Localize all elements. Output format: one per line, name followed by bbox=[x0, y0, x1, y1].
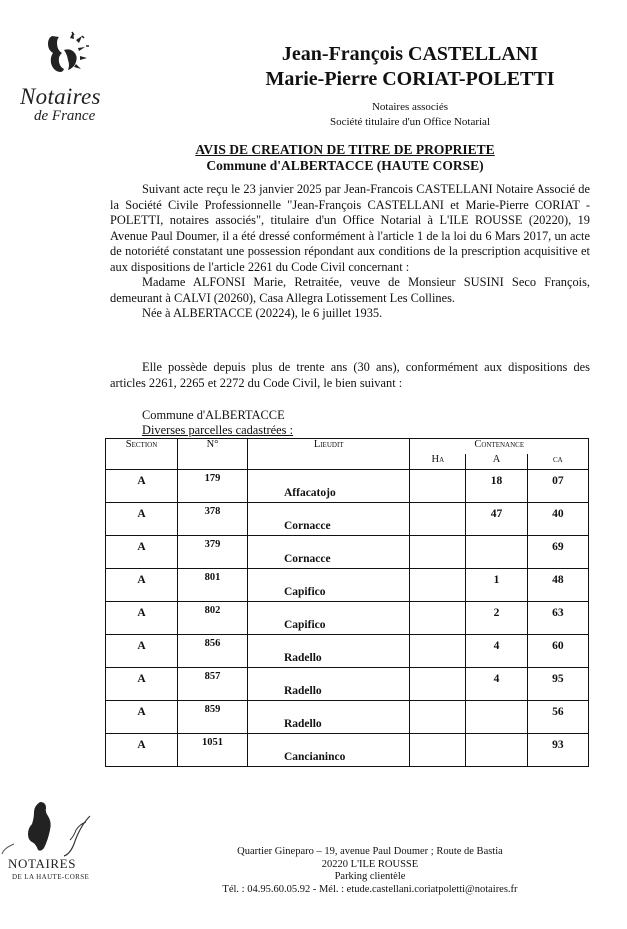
cell-a bbox=[466, 536, 527, 569]
cell-ca-text: 07 bbox=[552, 475, 564, 487]
notary-subtitle bbox=[240, 100, 580, 130]
paragraph-beneficiary: Madame ALFONSI Marie, Retraitée, veuve de Monsieur SUSINI Seco François, demeurant à CALVI (20260), Casa Allegra Lotissement Les Collines. bbox=[110, 275, 590, 305]
cell-ha-text bbox=[410, 635, 465, 640]
cell-section bbox=[106, 470, 178, 503]
header-section: Section bbox=[106, 439, 178, 470]
cell-lieudit bbox=[247, 668, 409, 701]
cell-ha-text bbox=[410, 536, 465, 541]
paragraph-possession-text: Elle possède depuis plus de trente ans (30 ans), conformément aux dispositions des articles 2261, 2265 et 2272 du Code Civil, le bien suivant : bbox=[110, 360, 590, 390]
cell-num bbox=[178, 635, 248, 668]
cell-section bbox=[106, 701, 178, 734]
cell-ca-text: 48 bbox=[552, 574, 564, 586]
cell-ha-text bbox=[410, 503, 465, 508]
cell-a bbox=[466, 701, 527, 734]
cell-ha bbox=[410, 701, 466, 734]
notary-assoc-line: Notaires associés bbox=[371, 101, 449, 113]
header-lieudit: Lieudit bbox=[247, 439, 409, 470]
cell-section bbox=[106, 569, 178, 602]
notary-name-1: Jean-François CASTELLANI bbox=[281, 43, 539, 65]
cell-ca-text: 60 bbox=[552, 640, 564, 652]
cell-section-text: A bbox=[137, 739, 146, 751]
cell-a-text: 47 bbox=[490, 508, 503, 520]
cell-num-text: 857 bbox=[204, 671, 221, 682]
notaires-de-france-logo bbox=[14, 28, 134, 128]
cell-ha bbox=[410, 503, 466, 536]
cell-num-text: 378 bbox=[204, 506, 221, 517]
cell-ca bbox=[527, 602, 588, 635]
cell-a bbox=[466, 503, 527, 536]
cell-a-text bbox=[466, 734, 526, 739]
cell-ha-text bbox=[410, 569, 465, 574]
cell-a bbox=[466, 668, 527, 701]
cell-ca bbox=[527, 569, 588, 602]
cell-section-text: A bbox=[137, 706, 146, 718]
cell-lieudit-text: Cancianinco bbox=[283, 751, 346, 763]
paragraph-possession bbox=[110, 360, 590, 391]
table-header-row bbox=[106, 439, 589, 455]
cell-ca bbox=[527, 701, 588, 734]
cell-a-text: 4 bbox=[493, 673, 500, 685]
cell-ha bbox=[410, 569, 466, 602]
cell-section bbox=[106, 536, 178, 569]
notaires-haute-corse-logo bbox=[0, 800, 100, 890]
cell-lieudit-text: Radello bbox=[283, 652, 322, 664]
table-row bbox=[106, 536, 589, 569]
logo-word-de-france: de France bbox=[34, 108, 96, 124]
cell-num-text: 802 bbox=[204, 605, 221, 616]
cell-num bbox=[178, 701, 248, 734]
cell-num bbox=[178, 503, 248, 536]
cell-section bbox=[106, 503, 178, 536]
cell-ca-text: 63 bbox=[552, 607, 564, 619]
cell-ha bbox=[410, 668, 466, 701]
cell-ca bbox=[527, 503, 588, 536]
table-row bbox=[106, 602, 589, 635]
cell-num bbox=[178, 668, 248, 701]
paragraph-acte bbox=[110, 182, 590, 322]
cell-ca bbox=[527, 635, 588, 668]
cell-a bbox=[466, 635, 527, 668]
cell-lieudit-text: Capifico bbox=[283, 586, 326, 598]
cell-lieudit-text: Radello bbox=[283, 718, 322, 730]
footer-contact-line: Tél. : 04.95.60.05.92 - Mél. : etude.castellani.coriatpoletti@notaires.fr bbox=[222, 883, 518, 895]
cell-lieudit bbox=[247, 734, 409, 767]
cell-lieudit-text: Radello bbox=[283, 685, 322, 697]
cell-lieudit bbox=[247, 470, 409, 503]
cell-ca-text: 95 bbox=[552, 673, 564, 685]
cell-ha bbox=[410, 602, 466, 635]
commune-name: Commune d'ALBERTACCE bbox=[142, 408, 285, 422]
table-row bbox=[106, 734, 589, 767]
notary-names bbox=[240, 42, 580, 92]
footer-parking: Parking clientèle bbox=[334, 871, 406, 882]
logo-word-haute-corse: DE LA HAUTE-CORSE bbox=[12, 873, 90, 881]
parcels-table bbox=[105, 438, 589, 767]
cell-num-text: 859 bbox=[204, 704, 221, 715]
cell-lieudit bbox=[247, 602, 409, 635]
parcels-table-body bbox=[106, 470, 589, 767]
cell-a-text: 1 bbox=[493, 574, 500, 586]
cell-section bbox=[106, 734, 178, 767]
table-row bbox=[106, 668, 589, 701]
cell-a-text bbox=[466, 701, 526, 706]
cell-lieudit-text: Affacatojo bbox=[283, 487, 336, 499]
cell-ha-text bbox=[410, 701, 465, 706]
cell-a-text bbox=[466, 536, 526, 541]
cell-ca-text: 40 bbox=[552, 508, 564, 520]
cell-section bbox=[106, 602, 178, 635]
notary-name-2: Marie-Pierre CORIAT-POLETTI bbox=[265, 68, 555, 90]
cell-num-text: 801 bbox=[204, 572, 221, 583]
cell-lieudit bbox=[247, 536, 409, 569]
cell-ha bbox=[410, 536, 466, 569]
cell-ca bbox=[527, 734, 588, 767]
cell-section bbox=[106, 635, 178, 668]
cell-num bbox=[178, 602, 248, 635]
title-line-2: Commune d'ALBERTACCE (HAUTE CORSE) bbox=[206, 158, 484, 173]
cell-ca bbox=[527, 668, 588, 701]
footer-address: Quartier Gineparo – 19, avenue Paul Doumer ; Route de Bastia bbox=[237, 846, 503, 857]
cell-a-text: 2 bbox=[493, 607, 500, 619]
header-contenance: Contenance bbox=[410, 439, 589, 455]
cell-num-text: 856 bbox=[204, 638, 221, 649]
document-title bbox=[110, 142, 580, 174]
cell-lieudit-text: Cornacce bbox=[283, 553, 331, 565]
cell-a-text: 4 bbox=[493, 640, 500, 652]
cell-lieudit-text: Capifico bbox=[283, 619, 326, 631]
cell-ha-text bbox=[410, 668, 465, 673]
cell-section-text: A bbox=[137, 508, 146, 520]
corsica-map-icon bbox=[0, 800, 100, 858]
logo-word-notaires-bottom: NOTAIRES bbox=[8, 856, 77, 871]
cell-num bbox=[178, 734, 248, 767]
cell-num-text: 1051 bbox=[202, 737, 224, 748]
cell-ha-text bbox=[410, 734, 465, 739]
cell-lieudit-text: Cornacce bbox=[283, 520, 331, 532]
cell-ca bbox=[527, 536, 588, 569]
header-ha: Ha bbox=[410, 454, 466, 470]
cell-ha bbox=[410, 635, 466, 668]
title-line-1: AVIS DE CREATION DE TITRE DE PROPRIETE bbox=[195, 142, 495, 157]
header-a: A bbox=[466, 454, 527, 470]
footer-contact bbox=[160, 846, 580, 896]
paragraph-birth: Née à ALBERTACCE (20224), le 6 juillet 1935. bbox=[142, 306, 383, 320]
cell-a bbox=[466, 470, 527, 503]
cell-lieudit bbox=[247, 635, 409, 668]
cell-section-text: A bbox=[137, 475, 146, 487]
cell-section bbox=[106, 668, 178, 701]
table-row bbox=[106, 470, 589, 503]
cell-section-text: A bbox=[137, 640, 146, 652]
cell-section-text: A bbox=[137, 607, 146, 619]
table-row bbox=[106, 569, 589, 602]
cell-ca-text: 56 bbox=[552, 706, 564, 718]
cell-ha bbox=[410, 734, 466, 767]
notary-office-line: Société titulaire d'un Office Notarial bbox=[330, 116, 490, 128]
marianne-emblem-icon bbox=[14, 28, 134, 88]
cell-ca-text: 93 bbox=[552, 739, 564, 751]
cell-section-text: A bbox=[137, 541, 146, 553]
commune-block bbox=[142, 408, 293, 438]
cell-lieudit bbox=[247, 569, 409, 602]
cell-lieudit bbox=[247, 503, 409, 536]
footer-city: 20220 L'ILE ROUSSE bbox=[321, 858, 419, 870]
paragraph-acte-text: Suivant acte reçu le 23 janvier 2025 par Jean-Francois CASTELLANI Notaire Associé de la Société Civile Professionnelle "Jean-François CASTELLANI et Marie-Pierre CORIAT - POLETTI, notaires associés", titulaire d'un Office Notarial à L'ILE ROUSSE (20220), 19 Avenue Paul Doumer, il a été dressé conformément à l'article 1 de la loi du 6 Mars 2017, un acte de notoriété constatant une possession répondant aux conditions de la prescription acquisitive et aux dispositions de l'article 2261 du Code Civil concernant : bbox=[110, 182, 590, 274]
cell-a-text: 18 bbox=[490, 475, 503, 487]
cell-num bbox=[178, 536, 248, 569]
parcelles-label: Diverses parcelles cadastrées : bbox=[142, 423, 294, 437]
table-row bbox=[106, 701, 589, 734]
cell-ca-text: 69 bbox=[552, 541, 564, 553]
cell-a bbox=[466, 602, 527, 635]
cell-section-text: A bbox=[137, 574, 146, 586]
table-row bbox=[106, 503, 589, 536]
cell-lieudit bbox=[247, 701, 409, 734]
cell-ca bbox=[527, 470, 588, 503]
header-ca: ca bbox=[527, 454, 588, 470]
cell-section-text: A bbox=[137, 673, 146, 685]
cell-a bbox=[466, 734, 527, 767]
table-row bbox=[106, 635, 589, 668]
cell-ha-text bbox=[410, 470, 465, 475]
cell-ha bbox=[410, 470, 466, 503]
header-num: N° bbox=[178, 439, 248, 470]
logo-word-notaires: Notaires bbox=[20, 84, 101, 109]
cell-num-text: 379 bbox=[204, 539, 221, 550]
cell-ha-text bbox=[410, 602, 465, 607]
cell-num bbox=[178, 470, 248, 503]
cell-num-text: 179 bbox=[204, 473, 221, 484]
cell-num bbox=[178, 569, 248, 602]
cell-a bbox=[466, 569, 527, 602]
